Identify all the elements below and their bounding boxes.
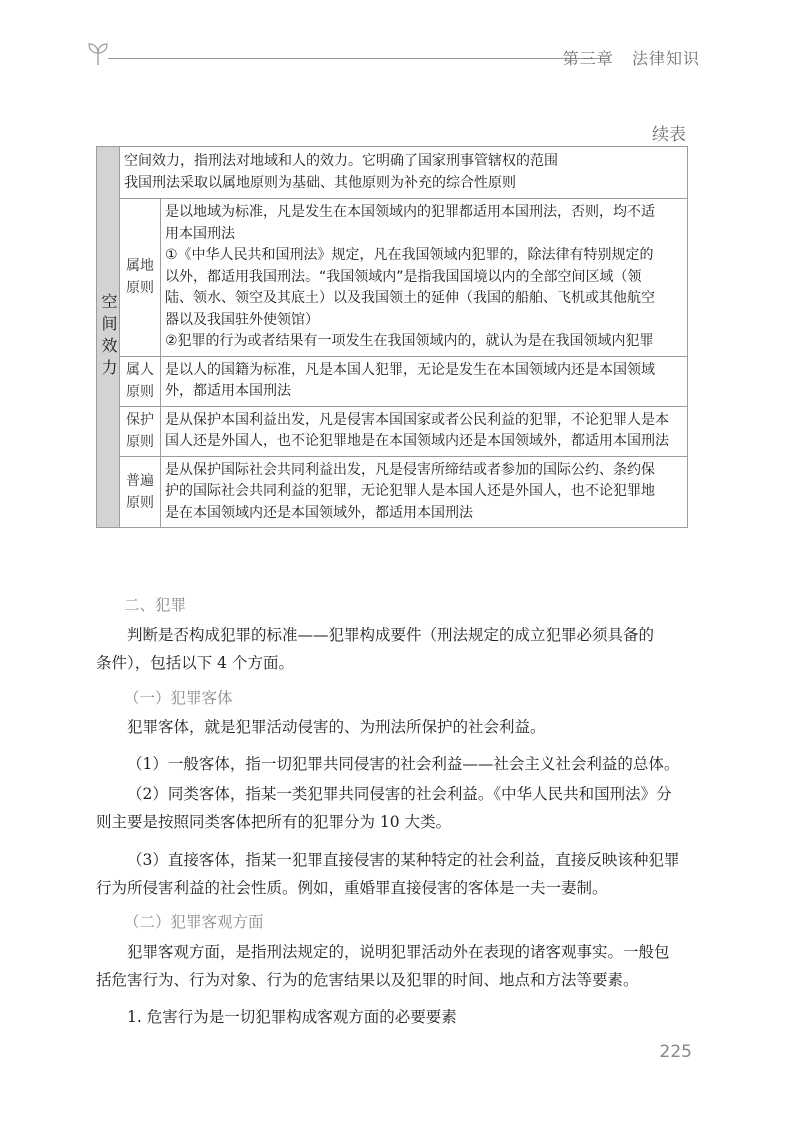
section-intro [96,621,700,677]
content-line: 器以及我国驻外使领馆） [165,311,319,328]
paragraph-line: 行为所侵害利益的社会性质。例如，重婚罪直接侵害的客体是一夫一妻制。 [96,879,608,897]
row-label-line: 属地 [126,258,154,275]
chapter-heading [563,46,700,69]
table-row [97,356,688,406]
paragraph-line: 判断是否构成犯罪的标准——犯罪构成要件（刑法规定的成立犯罪必须具备的 [127,626,655,644]
paragraph [96,846,700,902]
summary-cell [120,147,688,199]
paragraph-line: （2）同类客体，指某一类犯罪共同侵害的社会利益。《中华人民共和国刑法》分 [127,785,672,803]
row-label-line: 原则 [126,434,154,450]
row-label-line: 原则 [126,280,154,297]
sprout-icon [86,40,110,66]
chapter-title: 法律知识 [631,49,700,68]
summary-line: 我国刑法采取以属地原则为基础、其他原则为补充的综合性原则 [124,174,516,191]
row-label-line: 原则 [126,494,154,511]
row-content [161,456,688,528]
content-line: 外，都适用本国刑法 [165,383,291,399]
content-line: ②犯罪的行为或者结果有一项发生在我国领域内的，就认为是在我国领域内犯罪 [165,333,654,349]
content-line: 是从保护本国利益出发，凡是侵害本国国家或者公民利益的犯罪，不论犯罪人是本 [165,411,669,428]
header-rule [108,58,608,59]
paragraph-line: 条件），包括以下 4 个方面。 [96,654,294,672]
group-label: 空间效力 [99,293,118,381]
row-content [161,406,688,456]
row-label-line: 原则 [126,384,154,400]
table-summary-row [97,147,688,199]
content-line: 是以地域为标准，凡是发生在本国领域内的犯罪都适用本国刑法，否则，均不适 [165,204,655,220]
row-label-line: 属人 [126,362,154,378]
subsection-title-object: （一）犯罪客体 [124,689,233,707]
content-line: 护的国际社会共同利益的犯罪，无论犯罪人是本国人还是外国人，也不论犯罪地 [165,483,655,499]
row-label-line: 保护 [126,412,154,428]
content-line: 是从保护国际社会共同利益出发，凡是侵害所缔结或者参加的国际公约、条约保 [165,461,655,478]
content-line: 国人还是外国人，也不论犯罪地是在本国领域内还是本国领域外，都适用本国刑法 [165,433,669,449]
paragraph-line: 则主要是按照同类客体把所有的犯罪分为 10 大类。 [96,813,452,831]
page-header [80,36,700,76]
chapter-number: 第三章 [562,49,614,68]
row-content [161,199,688,357]
paragraph [96,938,700,994]
row-label [120,356,161,406]
principles-table [96,146,688,528]
paragraph: 犯罪客体，就是犯罪活动侵害的、为刑法所保护的社会利益。 [127,718,546,736]
row-label [120,456,161,528]
row-label [120,406,161,456]
paragraph [96,780,700,836]
paragraph-line: 括危害行为、行为对象、行为的危害结果以及犯罪的时间、地点和方法等要素。 [96,971,639,989]
content-line: 是在本国领域内还是本国领域外，都适用本国刑法 [165,504,473,521]
group-label-cell [97,147,120,528]
paragraph: （1）一般客体，指一切犯罪共同侵害的社会利益——社会主义社会利益的总体。 [127,755,680,773]
content-line: 以外，都适用我国刑法。“我国领域内”是指我国国境以内的全部空间区域（领 [165,268,642,285]
section-title: 二、犯罪 [124,596,187,614]
paragraph-line: （3）直接客体，指某一犯罪直接侵害的某种特定的社会利益，直接反映该种犯罪 [127,851,680,869]
summary-line: 空间效力，指刑法对地域和人的效力。它明确了国家刑事管辖权的范围 [124,153,558,169]
table-row [97,456,688,528]
table-row [97,199,688,357]
content-line: 是以人的国籍为标准，凡是本国人犯罪，无论是发生在本国领域内还是本国领域 [165,361,655,378]
row-label [120,199,161,357]
table-continued-note: 续表 [652,125,686,145]
content-line: ①《中华人民共和国刑法》规定，凡在我国领域内犯罪的，除法律有特别规定的 [165,247,654,263]
paragraph: 1. 危害行为是一切犯罪构成客观方面的必要要素 [127,1008,457,1026]
content-line: 陆、领水、领空及其底土）以及我国领土的延伸（我国的船舶、飞机或其他航空 [165,290,655,306]
page-number: 225 [659,1042,692,1062]
content-line: 用本国刑法 [165,225,235,242]
row-label-line: 普遍 [126,472,154,489]
row-content [161,356,688,406]
subsection-title-objective: （二）犯罪客观方面 [124,913,264,931]
paragraph-line: 犯罪客观方面，是指刑法规定的，说明犯罪活动外在表现的诸客观事实。一般包 [127,943,670,961]
table-row [97,406,688,456]
